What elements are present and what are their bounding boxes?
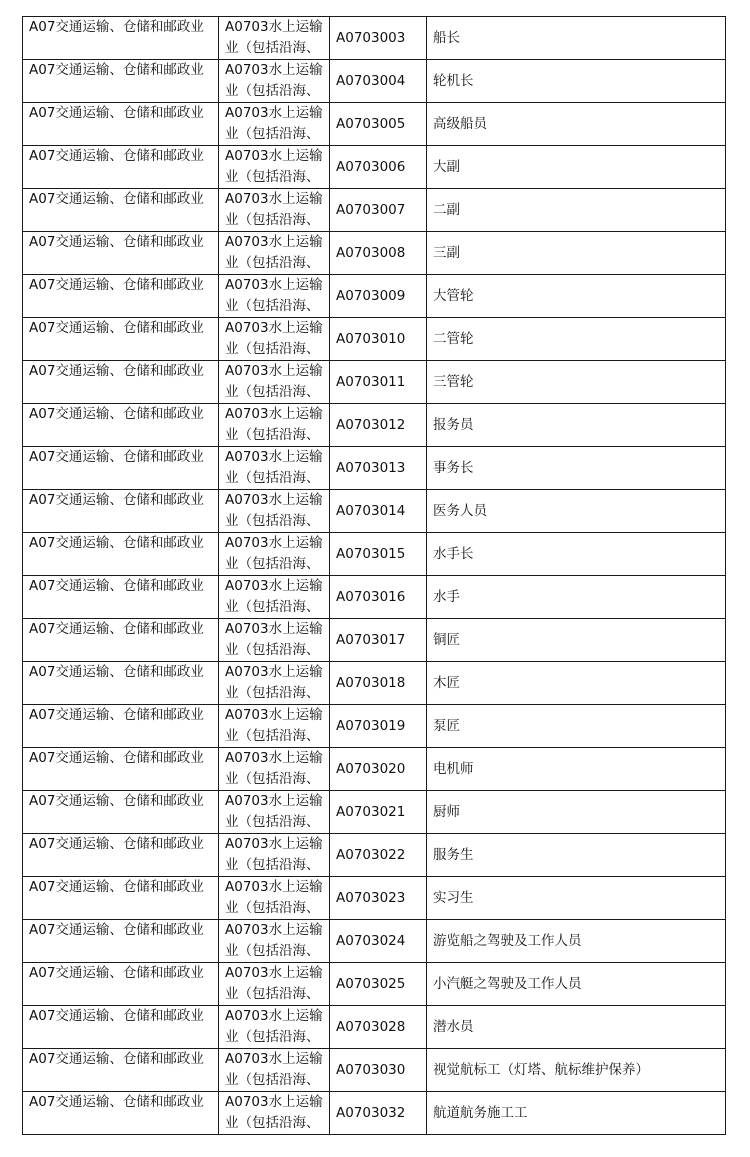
occupation-code-cell: A0703024 bbox=[330, 920, 427, 963]
sub-industry-line-1: A0703水上运输 bbox=[225, 320, 323, 336]
sub-industry-cell bbox=[219, 662, 330, 705]
industry-cell: A07交通运输、仓储和邮政业 bbox=[23, 404, 219, 447]
occupation-code-cell: A0703028 bbox=[330, 1006, 427, 1049]
industry-cell: A07交通运输、仓储和邮政业 bbox=[23, 1092, 219, 1135]
sub-industry-cell bbox=[219, 705, 330, 748]
industry-cell: A07交通运输、仓储和邮政业 bbox=[23, 232, 219, 275]
occupation-code-cell: A0703016 bbox=[330, 576, 427, 619]
sub-industry-cell bbox=[219, 404, 330, 447]
table-row bbox=[23, 275, 726, 318]
occupation-name-cell: 大副 bbox=[427, 146, 726, 189]
occupation-code-cell: A0703011 bbox=[330, 361, 427, 404]
industry-cell: A07交通运输、仓储和邮政业 bbox=[23, 705, 219, 748]
table-row bbox=[23, 490, 726, 533]
sub-industry-line-1: A0703水上运输 bbox=[225, 277, 323, 293]
industry-cell: A07交通运输、仓储和邮政业 bbox=[23, 920, 219, 963]
sub-industry-line-1: A0703水上运输 bbox=[225, 191, 323, 207]
table-row bbox=[23, 791, 726, 834]
industry-cell: A07交通运输、仓储和邮政业 bbox=[23, 877, 219, 920]
table-row bbox=[23, 361, 726, 404]
sub-industry-line-1: A0703水上运输 bbox=[225, 750, 323, 766]
sub-industry-line-1: A0703水上运输 bbox=[225, 664, 323, 680]
occupation-code-cell: A0703008 bbox=[330, 232, 427, 275]
sub-industry-cell bbox=[219, 1006, 330, 1049]
sub-industry-line-1: A0703水上运输 bbox=[225, 621, 323, 637]
sub-industry-line-2: 业（包括沿海、 bbox=[225, 986, 320, 1002]
sub-industry-line-1: A0703水上运输 bbox=[225, 922, 323, 938]
sub-industry-cell bbox=[219, 232, 330, 275]
sub-industry-line-2: 业（包括沿海、 bbox=[225, 40, 320, 56]
sub-industry-cell bbox=[219, 361, 330, 404]
occupation-code-cell: A0703032 bbox=[330, 1092, 427, 1135]
industry-cell: A07交通运输、仓储和邮政业 bbox=[23, 1049, 219, 1092]
sub-industry-line-1: A0703水上运输 bbox=[225, 492, 323, 508]
occupation-code-cell: A0703023 bbox=[330, 877, 427, 920]
table-row bbox=[23, 662, 726, 705]
sub-industry-line-2: 业（包括沿海、 bbox=[225, 1115, 320, 1131]
table-row bbox=[23, 232, 726, 275]
occupation-code-cell: A0703017 bbox=[330, 619, 427, 662]
table-row bbox=[23, 748, 726, 791]
sub-industry-line-1: A0703水上运输 bbox=[225, 1051, 323, 1067]
occupation-name-cell: 小汽艇之驾驶及工作人员 bbox=[427, 963, 726, 1006]
occupation-code-cell: A0703030 bbox=[330, 1049, 427, 1092]
table-row bbox=[23, 576, 726, 619]
sub-industry-line-2: 业（包括沿海、 bbox=[225, 599, 320, 615]
sub-industry-cell bbox=[219, 834, 330, 877]
sub-industry-line-2: 业（包括沿海、 bbox=[225, 212, 320, 228]
sub-industry-cell bbox=[219, 103, 330, 146]
sub-industry-cell bbox=[219, 189, 330, 232]
occupation-name-cell: 高级船员 bbox=[427, 103, 726, 146]
sub-industry-line-2: 业（包括沿海、 bbox=[225, 728, 320, 744]
sub-industry-cell bbox=[219, 17, 330, 60]
occupation-name-cell: 游览船之驾驶及工作人员 bbox=[427, 920, 726, 963]
industry-cell: A07交通运输、仓储和邮政业 bbox=[23, 963, 219, 1006]
occupation-code-cell: A0703007 bbox=[330, 189, 427, 232]
occupation-code-cell: A0703020 bbox=[330, 748, 427, 791]
table-row bbox=[23, 17, 726, 60]
occupation-code-cell: A0703021 bbox=[330, 791, 427, 834]
sub-industry-cell bbox=[219, 791, 330, 834]
table-row bbox=[23, 877, 726, 920]
sub-industry-line-2: 业（包括沿海、 bbox=[225, 255, 320, 271]
occupation-name-cell: 事务长 bbox=[427, 447, 726, 490]
industry-cell: A07交通运输、仓储和邮政业 bbox=[23, 533, 219, 576]
occupation-code-cell: A0703003 bbox=[330, 17, 427, 60]
industry-cell: A07交通运输、仓储和邮政业 bbox=[23, 576, 219, 619]
sub-industry-cell bbox=[219, 920, 330, 963]
sub-industry-cell bbox=[219, 877, 330, 920]
sub-industry-line-1: A0703水上运输 bbox=[225, 19, 323, 35]
sub-industry-line-2: 业（包括沿海、 bbox=[225, 384, 320, 400]
sub-industry-line-2: 业（包括沿海、 bbox=[225, 1029, 320, 1045]
sub-industry-line-1: A0703水上运输 bbox=[225, 965, 323, 981]
sub-industry-line-2: 业（包括沿海、 bbox=[225, 513, 320, 529]
industry-cell: A07交通运输、仓储和邮政业 bbox=[23, 60, 219, 103]
occupation-name-cell: 航道航务施工工 bbox=[427, 1092, 726, 1135]
occupation-name-cell: 木匠 bbox=[427, 662, 726, 705]
table-row bbox=[23, 619, 726, 662]
sub-industry-line-2: 业（包括沿海、 bbox=[225, 427, 320, 443]
occupation-code-cell: A0703025 bbox=[330, 963, 427, 1006]
sub-industry-line-1: A0703水上运输 bbox=[225, 1094, 323, 1110]
table-row bbox=[23, 103, 726, 146]
occupation-code-cell: A0703010 bbox=[330, 318, 427, 361]
sub-industry-line-1: A0703水上运输 bbox=[225, 879, 323, 895]
occupation-name-cell: 水手长 bbox=[427, 533, 726, 576]
occupation-name-cell: 大管轮 bbox=[427, 275, 726, 318]
occupation-code-cell: A0703022 bbox=[330, 834, 427, 877]
sub-industry-line-2: 业（包括沿海、 bbox=[225, 943, 320, 959]
occupation-code-cell: A0703013 bbox=[330, 447, 427, 490]
industry-cell: A07交通运输、仓储和邮政业 bbox=[23, 189, 219, 232]
industry-cell: A07交通运输、仓储和邮政业 bbox=[23, 275, 219, 318]
table-row bbox=[23, 1006, 726, 1049]
occupation-code-cell: A0703005 bbox=[330, 103, 427, 146]
industry-cell: A07交通运输、仓储和邮政业 bbox=[23, 490, 219, 533]
sub-industry-cell bbox=[219, 748, 330, 791]
table-row bbox=[23, 705, 726, 748]
industry-cell: A07交通运输、仓储和邮政业 bbox=[23, 619, 219, 662]
sub-industry-cell bbox=[219, 963, 330, 1006]
sub-industry-cell bbox=[219, 1049, 330, 1092]
sub-industry-line-1: A0703水上运输 bbox=[225, 406, 323, 422]
sub-industry-line-2: 业（包括沿海、 bbox=[225, 685, 320, 701]
table-row bbox=[23, 1092, 726, 1135]
occupation-name-cell: 船长 bbox=[427, 17, 726, 60]
occupation-name-cell: 泵匠 bbox=[427, 705, 726, 748]
sub-industry-cell bbox=[219, 318, 330, 361]
industry-cell: A07交通运输、仓储和邮政业 bbox=[23, 662, 219, 705]
sub-industry-line-1: A0703水上运输 bbox=[225, 148, 323, 164]
occupation-name-cell: 医务人员 bbox=[427, 490, 726, 533]
industry-cell: A07交通运输、仓储和邮政业 bbox=[23, 146, 219, 189]
occupation-code-cell: A0703015 bbox=[330, 533, 427, 576]
table-row bbox=[23, 963, 726, 1006]
sub-industry-line-1: A0703水上运输 bbox=[225, 449, 323, 465]
sub-industry-line-1: A0703水上运输 bbox=[225, 707, 323, 723]
occupation-name-cell: 电机师 bbox=[427, 748, 726, 791]
occupation-table bbox=[22, 16, 726, 1135]
occupation-name-cell: 水手 bbox=[427, 576, 726, 619]
sub-industry-line-2: 业（包括沿海、 bbox=[225, 900, 320, 916]
sub-industry-line-2: 业（包括沿海、 bbox=[225, 814, 320, 830]
sub-industry-cell bbox=[219, 60, 330, 103]
occupation-name-cell: 服务生 bbox=[427, 834, 726, 877]
industry-cell: A07交通运输、仓储和邮政业 bbox=[23, 447, 219, 490]
sub-industry-cell bbox=[219, 146, 330, 189]
industry-cell: A07交通运输、仓储和邮政业 bbox=[23, 1006, 219, 1049]
sub-industry-line-2: 业（包括沿海、 bbox=[225, 771, 320, 787]
sub-industry-line-2: 业（包括沿海、 bbox=[225, 857, 320, 873]
sub-industry-line-1: A0703水上运输 bbox=[225, 836, 323, 852]
sub-industry-line-2: 业（包括沿海、 bbox=[225, 169, 320, 185]
industry-cell: A07交通运输、仓储和邮政业 bbox=[23, 17, 219, 60]
sub-industry-line-1: A0703水上运输 bbox=[225, 1008, 323, 1024]
occupation-name-cell: 潜水员 bbox=[427, 1006, 726, 1049]
sub-industry-cell bbox=[219, 576, 330, 619]
sub-industry-line-1: A0703水上运输 bbox=[225, 363, 323, 379]
sub-industry-line-2: 业（包括沿海、 bbox=[225, 642, 320, 658]
sub-industry-line-2: 业（包括沿海、 bbox=[225, 341, 320, 357]
table-row bbox=[23, 533, 726, 576]
occupation-name-cell: 实习生 bbox=[427, 877, 726, 920]
table-row bbox=[23, 834, 726, 877]
table-row bbox=[23, 920, 726, 963]
sub-industry-cell bbox=[219, 275, 330, 318]
sub-industry-line-1: A0703水上运输 bbox=[225, 234, 323, 250]
sub-industry-cell bbox=[219, 1092, 330, 1135]
industry-cell: A07交通运输、仓储和邮政业 bbox=[23, 834, 219, 877]
sub-industry-line-2: 业（包括沿海、 bbox=[225, 126, 320, 142]
occupation-code-cell: A0703018 bbox=[330, 662, 427, 705]
industry-cell: A07交通运输、仓储和邮政业 bbox=[23, 361, 219, 404]
sub-industry-line-2: 业（包括沿海、 bbox=[225, 556, 320, 572]
occupation-name-cell: 二副 bbox=[427, 189, 726, 232]
occupation-code-cell: A0703019 bbox=[330, 705, 427, 748]
sub-industry-line-2: 业（包括沿海、 bbox=[225, 1072, 320, 1088]
industry-cell: A07交通运输、仓储和邮政业 bbox=[23, 748, 219, 791]
table-body bbox=[23, 17, 726, 1135]
table-row bbox=[23, 189, 726, 232]
table-row bbox=[23, 447, 726, 490]
occupation-name-cell: 三副 bbox=[427, 232, 726, 275]
occupation-name-cell: 二管轮 bbox=[427, 318, 726, 361]
sub-industry-line-1: A0703水上运输 bbox=[225, 793, 323, 809]
table-row bbox=[23, 60, 726, 103]
occupation-code-cell: A0703004 bbox=[330, 60, 427, 103]
occupation-name-cell: 报务员 bbox=[427, 404, 726, 447]
sub-industry-line-2: 业（包括沿海、 bbox=[225, 298, 320, 314]
industry-cell: A07交通运输、仓储和邮政业 bbox=[23, 103, 219, 146]
sub-industry-cell bbox=[219, 447, 330, 490]
sub-industry-line-1: A0703水上运输 bbox=[225, 62, 323, 78]
sub-industry-line-2: 业（包括沿海、 bbox=[225, 83, 320, 99]
occupation-code-cell: A0703009 bbox=[330, 275, 427, 318]
sub-industry-line-1: A0703水上运输 bbox=[225, 578, 323, 594]
sub-industry-line-2: 业（包括沿海、 bbox=[225, 470, 320, 486]
sub-industry-cell bbox=[219, 619, 330, 662]
occupation-name-cell: 三管轮 bbox=[427, 361, 726, 404]
occupation-name-cell: 视觉航标工（灯塔、航标维护保养） bbox=[427, 1049, 726, 1092]
occupation-name-cell: 厨师 bbox=[427, 791, 726, 834]
industry-cell: A07交通运输、仓储和邮政业 bbox=[23, 318, 219, 361]
sub-industry-line-1: A0703水上运输 bbox=[225, 105, 323, 121]
sub-industry-cell bbox=[219, 533, 330, 576]
sub-industry-cell bbox=[219, 490, 330, 533]
table-row bbox=[23, 404, 726, 447]
occupation-code-cell: A0703006 bbox=[330, 146, 427, 189]
table-row bbox=[23, 146, 726, 189]
occupation-name-cell: 轮机长 bbox=[427, 60, 726, 103]
table-row bbox=[23, 1049, 726, 1092]
occupation-table-container bbox=[22, 16, 725, 1135]
occupation-name-cell: 铜匠 bbox=[427, 619, 726, 662]
table-row bbox=[23, 318, 726, 361]
occupation-code-cell: A0703012 bbox=[330, 404, 427, 447]
occupation-code-cell: A0703014 bbox=[330, 490, 427, 533]
sub-industry-line-1: A0703水上运输 bbox=[225, 535, 323, 551]
industry-cell: A07交通运输、仓储和邮政业 bbox=[23, 791, 219, 834]
